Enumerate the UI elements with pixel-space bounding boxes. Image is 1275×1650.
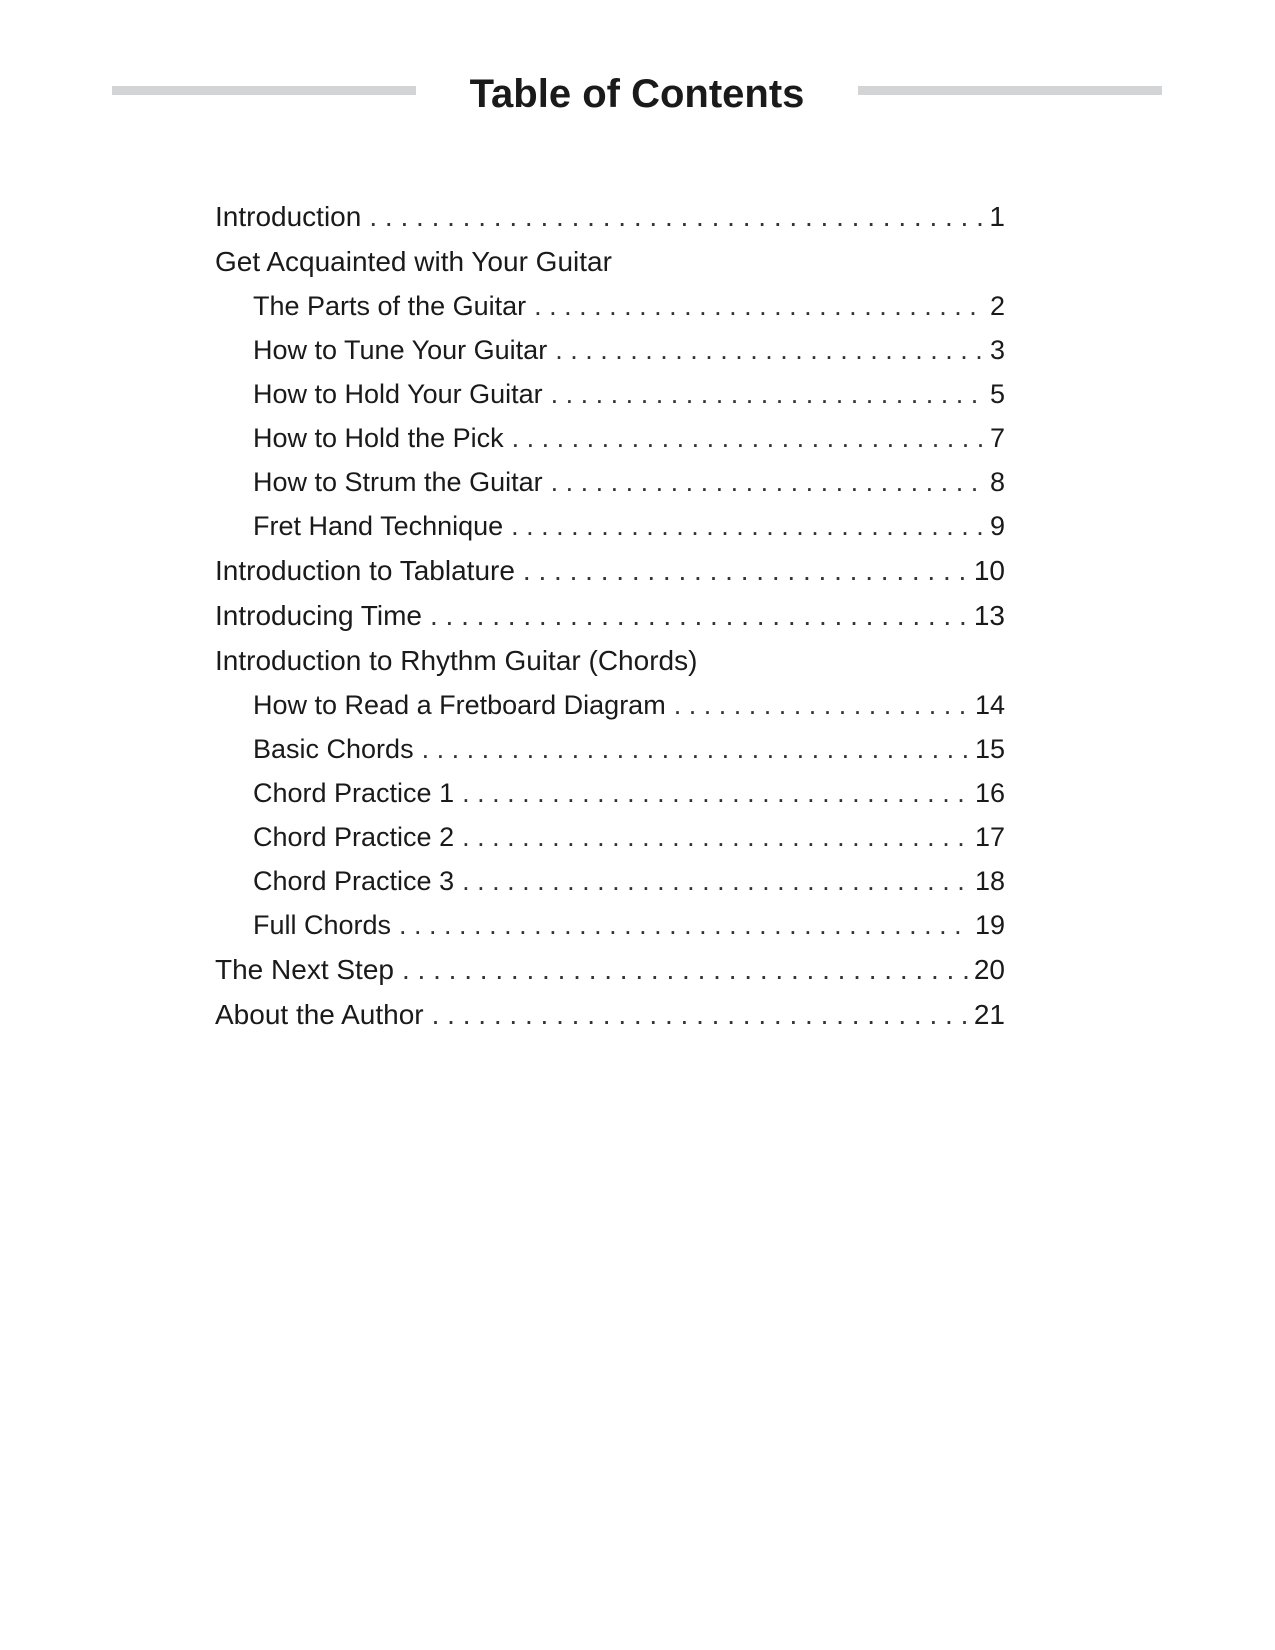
toc-entry-label: The Parts of the Guitar: [253, 291, 527, 321]
toc-subentry[interactable]: [215, 466, 1005, 498]
toc-subentry[interactable]: [215, 821, 1005, 853]
toc-entry[interactable]: [215, 600, 1005, 632]
toc-dot-leader: [511, 510, 983, 542]
toc-dot-leader: [551, 378, 983, 410]
toc-dot-leader: [369, 201, 983, 233]
toc-page-number: 8: [989, 467, 1005, 497]
toc-entry-label: Introduction: [215, 201, 362, 232]
page-title: Table of Contents: [469, 72, 805, 116]
toc-entry[interactable]: [215, 201, 1005, 233]
toc-dot-leader: [551, 466, 983, 498]
toc-page-number: 15: [974, 734, 1005, 764]
toc-dot-leader: [512, 422, 983, 454]
toc-page-number: 19: [974, 910, 1005, 940]
toc-entry-label: Basic Chords: [253, 734, 414, 764]
toc-dot-leader: [430, 600, 970, 632]
toc-subentry[interactable]: [215, 733, 1005, 765]
toc-page-number: 10: [973, 555, 1005, 586]
toc-entry-label: Introduction to Rhythm Guitar (Chords): [215, 645, 698, 676]
toc-entry-label: Full Chords: [253, 910, 392, 940]
toc-page-number: 7: [989, 423, 1005, 453]
table-of-contents: [215, 201, 1005, 1031]
toc-dot-leader: [422, 733, 971, 765]
toc-entry[interactable]: [215, 954, 1005, 986]
toc-page-number: 17: [974, 822, 1005, 852]
toc-subentry[interactable]: [215, 689, 1005, 721]
toc-entry[interactable]: [215, 999, 1005, 1031]
toc-subentry[interactable]: [215, 378, 1005, 410]
header-rule-right: [858, 86, 1162, 95]
toc-dot-leader: [462, 865, 971, 897]
toc-subentry[interactable]: [215, 334, 1005, 366]
toc-entry-label: The Next Step: [215, 954, 394, 985]
toc-subentry[interactable]: [215, 865, 1005, 897]
toc-page-number: 20: [973, 954, 1005, 985]
toc-entry-label: How to Read a Fretboard Diagram: [253, 690, 666, 720]
toc-page-number: 2: [989, 291, 1005, 321]
toc-entry-label: Chord Practice 2: [253, 822, 455, 852]
toc-subentry[interactable]: [215, 777, 1005, 809]
toc-dot-leader: [674, 689, 971, 721]
toc-page-number: 13: [973, 600, 1005, 631]
toc-page-number: 9: [989, 511, 1005, 541]
toc-entry[interactable]: [215, 645, 1005, 677]
toc-entry-label: How to Strum the Guitar: [253, 467, 543, 497]
toc-entry-label: How to Hold the Pick: [253, 423, 504, 453]
toc-page-number: 21: [973, 999, 1005, 1030]
toc-entry-label: Chord Practice 3: [253, 866, 455, 896]
toc-page-number: 14: [974, 690, 1005, 720]
toc-entry-label: Fret Hand Technique: [253, 511, 504, 541]
toc-entry-label: Introduction to Tablature: [215, 555, 515, 586]
toc-entry-label: About the Author: [215, 999, 424, 1030]
toc-subentry[interactable]: [215, 510, 1005, 542]
toc-dot-leader: [555, 334, 983, 366]
toc-entry-label: Get Acquainted with Your Guitar: [215, 246, 612, 277]
toc-dot-leader: [462, 821, 971, 853]
toc-subentry[interactable]: [215, 422, 1005, 454]
toc-page-number: 1: [989, 201, 1005, 232]
toc-entry-label: How to Tune Your Guitar: [253, 335, 548, 365]
toc-entry-label: Chord Practice 1: [253, 778, 455, 808]
toc-page-number: 3: [989, 335, 1005, 365]
toc-dot-leader: [402, 954, 970, 986]
header-rule-left: [112, 86, 416, 95]
toc-subentry[interactable]: [215, 909, 1005, 941]
toc-page-number: 5: [989, 379, 1005, 409]
toc-page-number: 18: [974, 866, 1005, 896]
toc-entry-label: Introducing Time: [215, 600, 422, 631]
toc-page-number: 16: [974, 778, 1005, 808]
toc-entry[interactable]: [215, 555, 1005, 587]
toc-dot-leader: [534, 290, 983, 322]
toc-dot-leader: [399, 909, 971, 941]
toc-entry-label: How to Hold Your Guitar: [253, 379, 543, 409]
toc-dot-leader: [432, 999, 970, 1031]
toc-subentry[interactable]: [215, 290, 1005, 322]
toc-entry[interactable]: [215, 246, 1005, 278]
toc-dot-leader: [462, 777, 971, 809]
toc-dot-leader: [523, 555, 970, 587]
